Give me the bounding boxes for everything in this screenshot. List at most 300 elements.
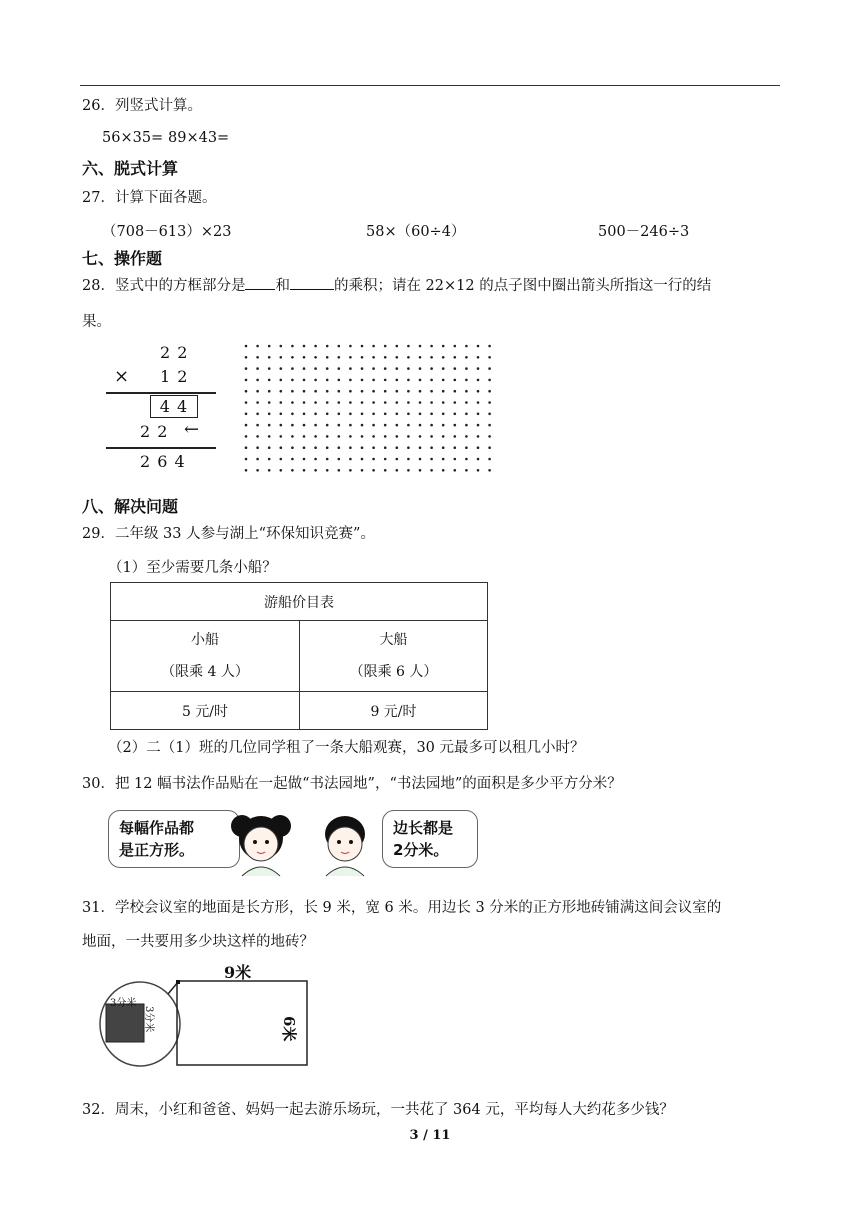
grid-dot <box>384 356 387 359</box>
grid-dot <box>454 424 457 427</box>
q26-calc1: 56×35= <box>102 130 164 146</box>
grid-dot <box>361 446 364 449</box>
grid-dot <box>442 458 445 461</box>
left-arrow-icon: ← <box>184 419 200 440</box>
grid-dot <box>396 356 399 359</box>
girl-speech-bubble <box>108 810 240 868</box>
grid-dot <box>303 345 306 348</box>
big-boat-limit: （限乘 6 人） <box>349 664 438 680</box>
grid-dot <box>407 401 410 404</box>
grid-dot <box>291 435 294 438</box>
grid-dot <box>291 413 294 416</box>
grid-dot <box>372 458 375 461</box>
grid-dot <box>488 379 491 382</box>
grid-dot <box>430 435 433 438</box>
grid-dot <box>349 379 352 382</box>
grid-dot <box>430 345 433 348</box>
grid-dot <box>430 469 433 472</box>
grid-dot <box>396 367 399 370</box>
q28-part2: 和 <box>275 278 290 294</box>
grid-dot <box>488 424 491 427</box>
boy-speech-line1: 边长都是 <box>393 819 454 837</box>
grid-dot <box>326 446 329 449</box>
vert-row1: 2 2 <box>160 343 189 362</box>
q28-line1 <box>82 274 711 295</box>
q31-line1: 31．学校会议室的地面是长方形，长 9 米，宽 6 米。用边长 3 分米的正方形地砖铺满这间会议室的 <box>82 900 722 916</box>
grid-dot <box>465 390 468 393</box>
grid-dot <box>488 367 491 370</box>
grid-dot <box>488 446 491 449</box>
grid-dot <box>477 469 480 472</box>
grid-dot <box>442 435 445 438</box>
grid-dot <box>245 345 248 348</box>
grid-dot <box>454 390 457 393</box>
grid-dot <box>291 367 294 370</box>
grid-dot <box>384 435 387 438</box>
grid-dot <box>280 469 283 472</box>
grid-dot <box>465 413 468 416</box>
grid-dot <box>396 458 399 461</box>
grid-dot <box>268 401 271 404</box>
grid-dot <box>280 424 283 427</box>
grid-dot <box>291 401 294 404</box>
boy-illustration <box>312 806 378 878</box>
grid-dot <box>477 401 480 404</box>
grid-dot <box>361 367 364 370</box>
grid-dot <box>245 356 248 359</box>
vert-row2: 1 2 <box>160 367 189 386</box>
grid-dot <box>419 356 422 359</box>
grid-dot <box>268 446 271 449</box>
grid-dot <box>384 390 387 393</box>
grid-dot <box>291 469 294 472</box>
grid-dot <box>256 345 259 348</box>
boat-price-table <box>110 582 488 730</box>
grid-dot <box>326 424 329 427</box>
small-boat-cell <box>111 621 300 692</box>
grid-dot <box>349 356 352 359</box>
room-length-label: 9米 <box>224 963 252 982</box>
grid-dot <box>477 424 480 427</box>
grid-dot <box>465 401 468 404</box>
grid-dot <box>280 446 283 449</box>
grid-dot <box>407 345 410 348</box>
q27-text: 27．计算下面各题。 <box>82 190 217 206</box>
grid-dot <box>430 446 433 449</box>
grid-dot <box>245 413 248 416</box>
grid-dot <box>396 469 399 472</box>
header-rule <box>80 85 780 86</box>
grid-dot <box>442 356 445 359</box>
grid-dot <box>488 345 491 348</box>
room-width-label: 6米 <box>280 1016 298 1042</box>
q27-expr1: （708－613）×23 <box>102 224 232 240</box>
grid-dot <box>268 345 271 348</box>
q29-text: 29．二年级 33 人参与湖上“环保知识竞赛”。 <box>82 526 375 542</box>
page-number: 3 / 11 <box>409 1128 451 1143</box>
grid-dot <box>419 390 422 393</box>
grid-dot <box>256 435 259 438</box>
grid-dot <box>419 446 422 449</box>
grid-dot <box>442 345 445 348</box>
grid-dot <box>488 401 491 404</box>
grid-dot <box>361 356 364 359</box>
q28-part3: 的乘积；请在 22×12 的点子图中圈出箭头所指这一行的结 <box>333 278 712 294</box>
grid-dot <box>488 356 491 359</box>
grid-dot <box>454 379 457 382</box>
grid-dot <box>488 435 491 438</box>
grid-dot <box>349 424 352 427</box>
grid-dot <box>314 379 317 382</box>
grid-dot <box>314 458 317 461</box>
grid-dot <box>314 435 317 438</box>
grid-dot <box>314 446 317 449</box>
grid-dot <box>407 446 410 449</box>
grid-dot <box>245 469 248 472</box>
q27-expr3: 500－246÷3 <box>598 224 690 240</box>
grid-dot <box>384 424 387 427</box>
section-6-heading: 六、脱式计算 <box>82 159 179 178</box>
q29-sub1: （1）至少需要几条小船？ <box>108 560 277 576</box>
grid-dot <box>396 345 399 348</box>
grid-dot <box>430 458 433 461</box>
grid-dot <box>280 458 283 461</box>
grid-dot <box>419 401 422 404</box>
grid-dot <box>477 345 480 348</box>
grid-dot <box>349 345 352 348</box>
grid-dot <box>454 367 457 370</box>
grid-dot <box>396 435 399 438</box>
grid-dot <box>256 446 259 449</box>
grid-dot <box>407 367 410 370</box>
grid-dot <box>280 390 283 393</box>
grid-dot <box>442 367 445 370</box>
grid-dot <box>338 435 341 438</box>
section-8-heading: 八、解决问题 <box>82 497 179 516</box>
grid-dot <box>338 446 341 449</box>
grid-dot <box>442 446 445 449</box>
grid-dot <box>419 424 422 427</box>
grid-dot <box>430 401 433 404</box>
grid-dot <box>407 390 410 393</box>
grid-dot <box>349 413 352 416</box>
grid-dot <box>430 379 433 382</box>
grid-dot <box>465 367 468 370</box>
grid-dot <box>268 367 271 370</box>
grid-dot <box>314 413 317 416</box>
grid-dot <box>303 458 306 461</box>
q28-line2: 果。 <box>82 314 111 330</box>
grid-dot <box>291 446 294 449</box>
grid-dot <box>477 367 480 370</box>
grid-dot <box>268 469 271 472</box>
girl-illustration <box>226 806 296 878</box>
vert-result: 2 6 4 <box>140 452 186 471</box>
grid-dot <box>268 413 271 416</box>
grid-dot <box>430 424 433 427</box>
grid-dot <box>349 435 352 438</box>
grid-dot <box>268 424 271 427</box>
grid-dot <box>430 367 433 370</box>
grid-dot <box>303 401 306 404</box>
grid-dot <box>419 379 422 382</box>
grid-dot <box>454 413 457 416</box>
grid-dot <box>268 458 271 461</box>
grid-dot <box>454 345 457 348</box>
grid-dot <box>465 469 468 472</box>
grid-dot <box>419 367 422 370</box>
tile-side-label: 3分米 <box>143 1006 154 1033</box>
q28-blank2[interactable] <box>290 277 334 290</box>
grid-dot <box>396 446 399 449</box>
grid-dot <box>349 367 352 370</box>
grid-dot <box>372 345 375 348</box>
grid-dot <box>326 356 329 359</box>
q28-part1: 28．竖式中的方框部分是 <box>82 278 246 294</box>
vert-boxed-row: 4 4 <box>150 395 198 418</box>
grid-dot <box>407 413 410 416</box>
grid-dot <box>361 345 364 348</box>
grid-dot <box>396 390 399 393</box>
grid-dot <box>407 379 410 382</box>
grid-dot <box>268 356 271 359</box>
grid-dot <box>442 424 445 427</box>
grid-dot <box>384 367 387 370</box>
grid-dot <box>384 379 387 382</box>
grid-dot <box>280 401 283 404</box>
grid-dot <box>488 458 491 461</box>
grid-dot <box>384 345 387 348</box>
grid-dot <box>245 367 248 370</box>
grid-dot <box>303 469 306 472</box>
grid-dot <box>256 390 259 393</box>
grid-dot <box>326 401 329 404</box>
grid-dot <box>419 435 422 438</box>
grid-dot <box>454 458 457 461</box>
grid-dot <box>361 458 364 461</box>
grid-dot <box>477 379 480 382</box>
grid-dot <box>488 469 491 472</box>
grid-dot <box>245 446 248 449</box>
grid-dot <box>326 413 329 416</box>
grid-dot <box>407 435 410 438</box>
grid-dot <box>245 458 248 461</box>
grid-dot <box>396 379 399 382</box>
dot-grid-22x12 <box>240 340 502 482</box>
grid-dot <box>372 367 375 370</box>
grid-dot <box>245 379 248 382</box>
grid-dot <box>256 413 259 416</box>
grid-dot <box>465 458 468 461</box>
grid-dot <box>280 356 283 359</box>
grid-dot <box>245 390 248 393</box>
grid-dot <box>338 345 341 348</box>
boy-speech-bubble <box>382 810 478 868</box>
grid-dot <box>465 345 468 348</box>
grid-dot <box>419 469 422 472</box>
grid-dot <box>280 379 283 382</box>
grid-dot <box>442 401 445 404</box>
tile-top-label: 3分米 <box>110 998 137 1009</box>
grid-dot <box>303 446 306 449</box>
boy-speech-line2: 2分米。 <box>393 841 449 859</box>
grid-dot <box>384 458 387 461</box>
grid-dot <box>268 435 271 438</box>
grid-dot <box>349 446 352 449</box>
grid-dot <box>430 356 433 359</box>
grid-dot <box>396 401 399 404</box>
grid-dot <box>465 446 468 449</box>
grid-dot <box>349 469 352 472</box>
grid-dot <box>303 367 306 370</box>
grid-dot <box>384 401 387 404</box>
grid-dot <box>326 435 329 438</box>
grid-dot <box>430 413 433 416</box>
grid-dot <box>256 401 259 404</box>
grid-dot <box>314 424 317 427</box>
grid-dot <box>454 469 457 472</box>
vert-line2 <box>106 447 216 449</box>
grid-dot <box>454 401 457 404</box>
grid-dot <box>268 390 271 393</box>
section-7-heading: 七、操作题 <box>82 249 163 268</box>
grid-dot <box>291 458 294 461</box>
grid-dot <box>256 356 259 359</box>
grid-dot <box>465 424 468 427</box>
q28-blank1[interactable] <box>245 277 275 290</box>
grid-dot <box>280 367 283 370</box>
grid-dot <box>256 379 259 382</box>
grid-dot <box>314 401 317 404</box>
grid-dot <box>430 390 433 393</box>
grid-dot <box>291 345 294 348</box>
grid-dot <box>372 401 375 404</box>
q31-line2: 地面，一共要用多少块这样的地砖？ <box>82 934 314 950</box>
grid-dot <box>454 446 457 449</box>
grid-dot <box>372 379 375 382</box>
grid-dot <box>303 379 306 382</box>
grid-dot <box>338 390 341 393</box>
girl-speech-line2: 是正方形。 <box>119 841 195 859</box>
grid-dot <box>361 435 364 438</box>
grid-dot <box>303 356 306 359</box>
girl-speech-line1: 每幅作品都 <box>119 819 195 837</box>
q32-text: 32．周末，小红和爸爸、妈妈一起去游乐场玩，一共花了 364 元，平均每人大约花多少钱？ <box>82 1102 674 1118</box>
grid-dot <box>477 413 480 416</box>
grid-dot <box>361 469 364 472</box>
grid-dot <box>465 356 468 359</box>
grid-dot <box>326 379 329 382</box>
grid-dot <box>314 345 317 348</box>
grid-dot <box>245 435 248 438</box>
grid-dot <box>338 401 341 404</box>
grid-dot <box>361 424 364 427</box>
table-title: 游船价目表 <box>111 583 488 621</box>
grid-dot <box>338 469 341 472</box>
grid-dot <box>245 424 248 427</box>
grid-dot <box>372 390 375 393</box>
grid-dot <box>256 424 259 427</box>
grid-dot <box>372 446 375 449</box>
grid-dot <box>442 469 445 472</box>
grid-dot <box>303 413 306 416</box>
small-boat-label: 小船 <box>191 632 219 648</box>
grid-dot <box>419 413 422 416</box>
grid-dot <box>280 413 283 416</box>
grid-dot <box>454 435 457 438</box>
grid-dot <box>361 379 364 382</box>
vert-line1 <box>106 392 216 394</box>
grid-dot <box>477 458 480 461</box>
grid-dot <box>291 356 294 359</box>
q30-text: 30．把 12 幅书法作品贴在一起做“书法园地”，“书法园地”的面积是多少平方分米？ <box>82 776 622 792</box>
grid-dot <box>268 379 271 382</box>
grid-dot <box>372 469 375 472</box>
grid-dot <box>349 401 352 404</box>
grid-dot <box>407 424 410 427</box>
grid-dot <box>384 446 387 449</box>
grid-dot <box>361 401 364 404</box>
grid-dot <box>291 390 294 393</box>
q29-sub2: （2）二（1）班的几位同学租了一条大船观赛，30 元最多可以租几小时？ <box>108 740 585 756</box>
vert-operator: × <box>114 366 130 387</box>
grid-dot <box>314 390 317 393</box>
grid-dot <box>303 424 306 427</box>
grid-dot <box>326 367 329 370</box>
grid-dot <box>396 413 399 416</box>
grid-dot <box>291 379 294 382</box>
grid-dot <box>349 458 352 461</box>
grid-dot <box>280 345 283 348</box>
grid-dot <box>349 390 352 393</box>
grid-dot <box>477 446 480 449</box>
grid-dot <box>407 356 410 359</box>
q27-expr2: 58×（60÷4） <box>366 224 466 240</box>
grid-dot <box>338 356 341 359</box>
grid-dot <box>245 401 248 404</box>
grid-dot <box>477 435 480 438</box>
grid-dot <box>442 390 445 393</box>
grid-dot <box>396 424 399 427</box>
grid-dot <box>372 413 375 416</box>
grid-dot <box>256 367 259 370</box>
grid-dot <box>314 469 317 472</box>
grid-dot <box>477 356 480 359</box>
grid-dot <box>338 367 341 370</box>
grid-dot <box>338 424 341 427</box>
grid-dot <box>488 390 491 393</box>
grid-dot <box>384 469 387 472</box>
grid-dot <box>419 458 422 461</box>
q26-text: 26．列竖式计算。 <box>82 98 202 114</box>
grid-dot <box>407 458 410 461</box>
grid-dot <box>291 424 294 427</box>
grid-dot <box>326 390 329 393</box>
big-boat-cell <box>300 621 488 692</box>
grid-dot <box>361 390 364 393</box>
grid-dot <box>303 435 306 438</box>
grid-dot <box>477 390 480 393</box>
grid-dot <box>303 390 306 393</box>
grid-dot <box>314 367 317 370</box>
small-boat-limit: （限乘 4 人） <box>161 664 249 680</box>
grid-dot <box>407 469 410 472</box>
grid-dot <box>326 345 329 348</box>
big-boat-label: 大船 <box>379 632 408 648</box>
grid-dot <box>280 435 283 438</box>
grid-dot <box>465 379 468 382</box>
grid-dot <box>256 458 259 461</box>
